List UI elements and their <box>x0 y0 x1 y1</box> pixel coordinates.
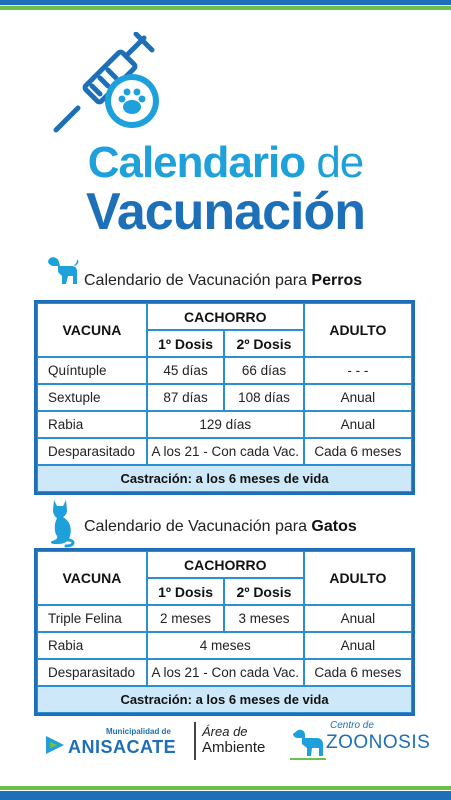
cell-adulto: Anual <box>304 384 412 411</box>
table-row <box>37 357 412 384</box>
cell-adulto: Cada 6 meses <box>304 438 412 465</box>
cell-vaccine: Rabia <box>37 632 147 659</box>
cell-vaccine: Sextuple <box>37 384 147 411</box>
paw-icon <box>103 72 161 130</box>
cell-adulto: Cada 6 meses <box>304 659 412 686</box>
footer-divider <box>194 722 196 760</box>
cats-heading: Calendario de Vacunación para Gatos <box>84 518 357 535</box>
table-footer <box>37 465 412 492</box>
table-row <box>37 438 412 465</box>
col-adulto: ADULTO <box>304 303 412 357</box>
table-row <box>37 384 412 411</box>
cell-adulto: - - - <box>304 357 412 384</box>
cell-dosis1: 2 meses <box>147 605 224 632</box>
castration-note: Castración: a los 6 meses de vida <box>37 465 412 492</box>
col-dosis2: 2º Dosis <box>224 330 303 357</box>
cell-dosis2: 108 días <box>224 384 303 411</box>
area-line1: Área de <box>202 724 248 739</box>
cell-dosis1: 87 días <box>147 384 224 411</box>
zoo-line2: ZOONOSIS <box>326 732 431 753</box>
cell-dosis2: 66 días <box>224 357 303 384</box>
col-dosis1: 1º Dosis <box>147 330 224 357</box>
cell-dosis1: 45 días <box>147 357 224 384</box>
cell-vaccine: Quíntuple <box>37 357 147 384</box>
col-adulto: ADULTO <box>304 551 412 605</box>
col-cachorro: CACHORRO <box>147 303 304 330</box>
bottom-stripe-green <box>0 786 451 790</box>
muni-big: ANISACATE <box>68 737 177 757</box>
zoo-line1: Centro de <box>330 720 374 731</box>
zoonosis-dog-icon <box>290 728 326 760</box>
table-row <box>37 411 412 438</box>
cell-vaccine: Rabia <box>37 411 147 438</box>
anisacate-logo <box>44 724 184 760</box>
anisacate-mark-icon <box>44 734 66 756</box>
cell-dosis2: 3 meses <box>224 605 303 632</box>
col-dosis1: 1º Dosis <box>147 578 224 605</box>
area-line2: Ambiente <box>202 739 266 756</box>
cell-cachorro-merged: A los 21 - Con cada Vac. <box>147 438 304 465</box>
top-stripe-blue <box>0 0 451 5</box>
cell-cachorro-merged: 129 días <box>147 411 304 438</box>
table-row <box>37 659 412 686</box>
table-row <box>37 605 412 632</box>
cell-vaccine: Desparasitado <box>37 659 147 686</box>
cell-vaccine: Desparasitado <box>37 438 147 465</box>
dog-icon <box>44 254 80 290</box>
cell-adulto: Anual <box>304 411 412 438</box>
col-dosis2: 2º Dosis <box>224 578 303 605</box>
cats-table <box>36 550 413 714</box>
area-ambiente-logo <box>202 724 265 756</box>
muni-small: Municipalidad de <box>106 727 171 736</box>
bottom-stripe-blue <box>0 791 451 800</box>
cell-cachorro-merged: 4 meses <box>147 632 304 659</box>
top-stripe-green <box>0 6 451 10</box>
dogs-heading: Calendario de Vacunación para Perros <box>84 272 363 289</box>
cell-vaccine: Triple Felina <box>37 605 147 632</box>
cell-cachorro-merged: A los 21 - Con cada Vac. <box>147 659 304 686</box>
table-row <box>37 632 412 659</box>
cell-adulto: Anual <box>304 632 412 659</box>
cat-icon <box>48 498 76 548</box>
dogs-table <box>36 302 413 493</box>
castration-note: Castración: a los 6 meses de vida <box>37 686 412 713</box>
cell-adulto: Anual <box>304 605 412 632</box>
col-vacuna: VACUNA <box>37 551 147 605</box>
table-footer <box>37 686 412 713</box>
title-line2: Vacunación <box>86 183 365 241</box>
title-line1: Calendario de <box>87 138 364 187</box>
col-cachorro: CACHORRO <box>147 551 304 578</box>
zoonosis-logo <box>290 720 431 762</box>
col-vacuna: VACUNA <box>37 303 147 357</box>
